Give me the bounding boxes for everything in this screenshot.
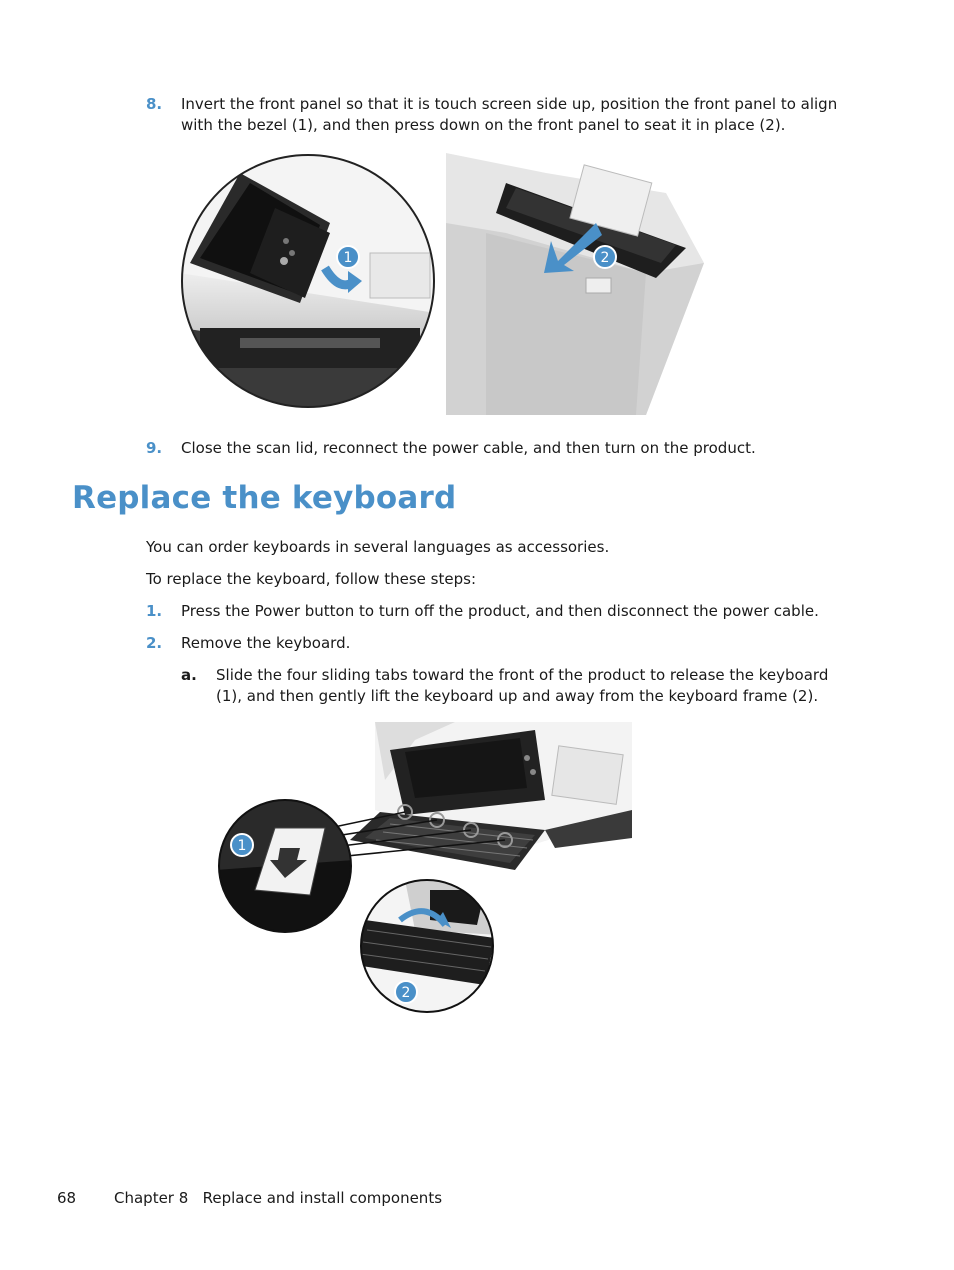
step-2-text: Remove the keyboard. (181, 634, 351, 652)
callout-1: 1 (237, 838, 247, 854)
section-title: Replace the keyboard (72, 480, 457, 516)
page-number: 68 (57, 1189, 77, 1207)
step-8-text: Invert the front panel so that it is touch screen side up, position the front panel to align with the bezel (1), and then press down on the front panel to seat it in place (2). (181, 95, 838, 134)
callout-1: 1 (343, 250, 353, 266)
keyboard-removal-illustration (215, 720, 635, 1016)
step-1-text: Press the Power button to turn off the product, and then disconnect the power cable. (181, 602, 819, 620)
front-panel-seat-illustration (446, 153, 704, 415)
intro-paragraph-2: To replace the keyboard, follow these steps: (146, 570, 476, 588)
step-9-number: 9. (146, 439, 163, 457)
step-2-number: 2. (146, 634, 163, 652)
callout-2: 2 (600, 250, 610, 266)
intro-paragraph-1: You can order keyboards in several languages as accessories. (146, 538, 610, 556)
substep-a-label: a. (181, 666, 197, 684)
chapter-footer: Chapter 8 Replace and install components (114, 1189, 443, 1207)
step-8-number: 8. (146, 95, 163, 113)
substep-a-text: Slide the four sliding tabs toward the front of the product to release the keyboard (1), and then gently lift the keyboard up and away from the keyboard frame (2). (216, 666, 829, 705)
step-9-text: Close the scan lid, reconnect the power cable, and then turn on the product. (181, 439, 756, 457)
front-panel-bezel-illustration (180, 153, 436, 409)
callout-2: 2 (401, 985, 411, 1001)
step-1-number: 1. (146, 602, 163, 620)
